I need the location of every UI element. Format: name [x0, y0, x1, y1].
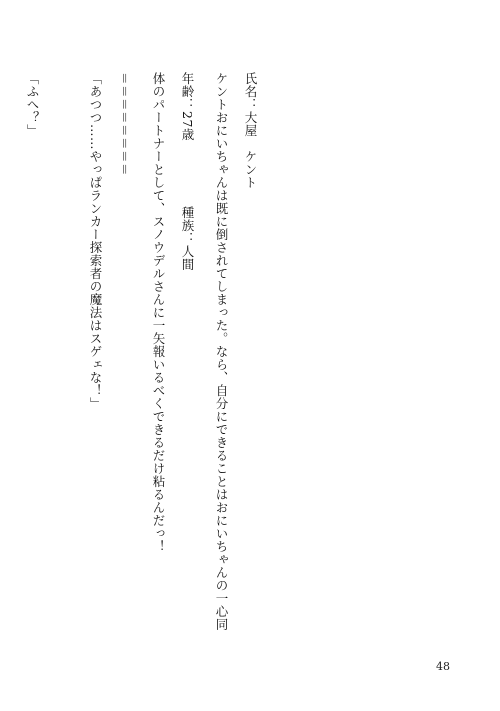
status-line-name: 氏名：大屋 ケント [243, 72, 258, 189]
status-line-age-species: 年齢：27歳 種族：人間 [180, 72, 195, 271]
text-line: 「ふへ？」 [25, 72, 40, 137]
text-line: 体のパートナーとして、スノウデルさんに一矢報いるべくできるだけ粘るんだっ！ [151, 72, 166, 553]
status-divider: ＝＝＝＝＝＝＝＝ [117, 72, 132, 177]
page-number: 48 [436, 660, 450, 673]
status-block [72, 72, 303, 292]
text-line: ケントおにいちゃんは既に倒されてしまった。なら、自分にできることはおにいちゃんの一心同 [214, 72, 229, 631]
text-line: 「あつつ……やっぱランカー探索者の魔法はスゲェな！」 [88, 72, 103, 410]
